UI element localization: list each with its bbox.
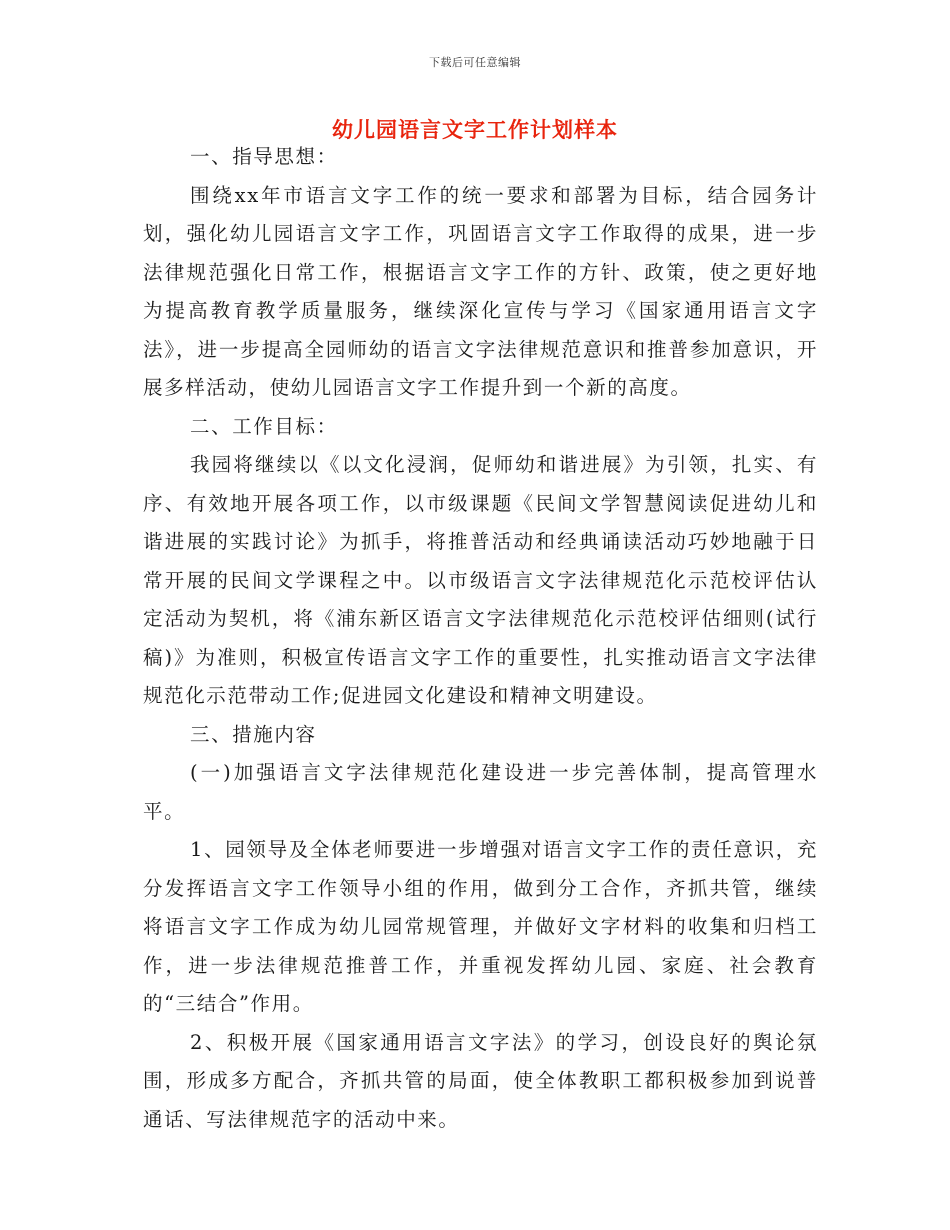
paragraph-guiding-ideology: 围绕xx年市语言文字工作的统一要求和部署为目标，结合园务计划，强化幼儿园语言文字工作，巩固语言文字工作取得的成果，进一步法律规范强化日常工作，根据语言文字工作的方针、政策，使之更好地为提高教育教学质量服务，继续深化宣传与学习《国家通用语言文字法》，进一步提高全园师幼的语言文字法律规范意识和推普参加意识，开展多样活动，使幼儿园语言文字工作提升到一个新的高度。 [143, 183, 818, 399]
document-title: 幼儿园语言文字工作计划样本 [332, 117, 618, 142]
header-note: 下载后可任意编辑 [429, 56, 521, 69]
paragraph-work-goals: 我园将继续以《以文化浸润，促师幼和谐进展》为引领，扎实、有序、有效地开展各项工作，以市级课题《民间文学智慧阅读促进幼儿和谐进展的实践讨论》为抓手，将推普活动和经典诵读活动巧妙地融于日常开展的民间文学课程之中。以市级语言文字法律规范化示范校评估认定活动为契机，将《浦东新区语言文字法律规范化示范校评估细则(试行稿)》为准则，积极宣传语言文字工作的重要性，扎实推动语言文字法律规范化示范带动工作;促进园文化建设和精神文明建设。 [143, 453, 818, 707]
document-body [143, 138, 818, 1139]
section-heading-guiding-ideology: 一、指导思想： [190, 145, 338, 168]
paragraph-measure-item-1: 1、园领导及全体老师要进一步增强对语言文字工作的责任意识，充分发挥语言文字工作领导小组的作用，做到分工合作，齐抓共管，继续将语言文字工作成为幼儿园常规管理，并做好文字材料的收集和归档工作，进一步法律规范推普工作，并重视发挥幼儿园、家庭、社会教育的“三结合”作用。 [143, 838, 818, 1015]
section-heading-measures: 三、措施内容 [190, 722, 317, 746]
section-heading-work-goals: 二、工作目标： [190, 414, 338, 438]
paragraph-measure-item-2: 2、积极开展《国家通用语言文字法》的学习，创设良好的舆论氛围，形成多方配合，齐抓共管的局面，使全体教职工都积极参加到说普通话、写法律规范字的活动中来。 [143, 1030, 818, 1131]
subheading-measure-1: (一)加强语言文字法律规范化建设进一步完善体制，提高管理水平。 [143, 761, 818, 823]
